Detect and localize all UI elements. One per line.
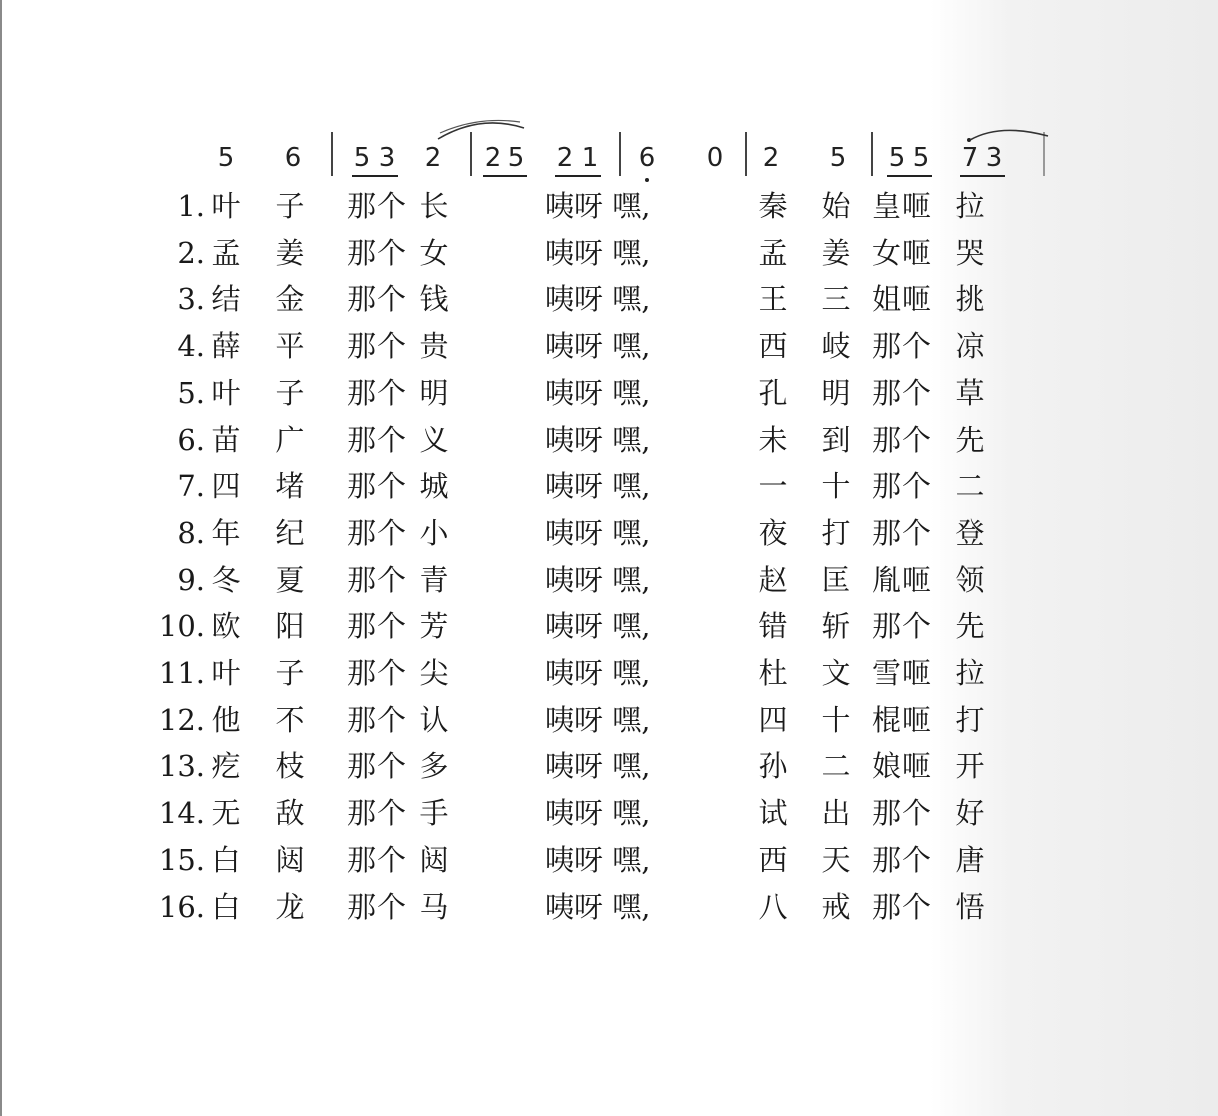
lyric-syllable: 孟 xyxy=(758,236,788,270)
lyric-syllable: 草 xyxy=(955,376,985,410)
lyric-syllable: 那个 xyxy=(346,189,407,223)
verse-number: 4. xyxy=(177,329,205,363)
lyric-syllable: 白 xyxy=(211,843,241,877)
lyric-syllable: 孟 xyxy=(211,236,241,270)
lyric-syllable: 四 xyxy=(758,703,788,737)
lyric-syllable: 十 xyxy=(821,469,851,503)
lyric-syllable: 打 xyxy=(955,703,985,737)
slur xyxy=(438,123,524,139)
lyric-syllable: 那个 xyxy=(346,656,407,690)
lyric-syllable: 不 xyxy=(275,703,305,737)
lyric-syllable: 薛 xyxy=(211,329,241,363)
lyric-syllable: 那个 xyxy=(346,376,407,410)
lyric-syllable: 敌 xyxy=(275,796,305,830)
lyric-syllable: 先 xyxy=(955,609,985,643)
lyric-syllable: 孔 xyxy=(758,376,788,410)
verse-number: 5. xyxy=(177,376,205,410)
lyric-syllable: 咦呀 嘿, xyxy=(545,796,651,830)
lyric-syllable: 贵 xyxy=(419,329,449,363)
lyric-syllable: 那个 xyxy=(346,703,407,737)
lyric-syllable: 咦呀 嘿, xyxy=(545,749,651,783)
lyric-syllable: 堵 xyxy=(275,469,305,503)
lyric-syllable: 八 xyxy=(758,890,788,924)
lyric-syllable: 那个 xyxy=(871,796,932,830)
lyric-syllable: 开 xyxy=(955,749,985,783)
verse-number: 2. xyxy=(177,236,205,270)
verse-number: 7. xyxy=(177,469,205,503)
lyric-syllable: 年 xyxy=(211,516,241,550)
lyric-syllable: 咦呀 嘿, xyxy=(545,890,651,924)
lyric-syllable: 那个 xyxy=(346,890,407,924)
lyric-syllable: 尖 xyxy=(419,656,449,690)
lyric-syllable: 叶 xyxy=(211,656,241,690)
lyric-syllable: 闼 xyxy=(275,843,305,877)
verse-number: 14. xyxy=(158,796,205,830)
lyric-syllable: 棍咂 xyxy=(871,703,932,737)
lyric-syllable: 结 xyxy=(211,282,241,316)
lyric-syllable: 咦呀 嘿, xyxy=(545,329,651,363)
lyric-syllable: 青 xyxy=(419,563,449,597)
lyric-syllable: 挑 xyxy=(955,282,985,316)
verse-number: 15. xyxy=(158,843,205,877)
lyric-syllable: 那个 xyxy=(871,329,932,363)
lyric-syllable: 四 xyxy=(211,469,241,503)
note: 7 xyxy=(961,143,979,173)
lyric-syllable: 出 xyxy=(821,796,851,830)
slur-marks xyxy=(0,0,1218,200)
lyric-syllable: 小 xyxy=(419,516,449,550)
lyric-syllable: 天 xyxy=(821,843,851,877)
lyric-syllable: 拉 xyxy=(955,189,985,223)
lyric-syllable: 那个 xyxy=(346,469,407,503)
lyric-syllable: 二 xyxy=(955,469,985,503)
lyric-syllable: 疙 xyxy=(211,749,241,783)
lyric-syllable: 钱 xyxy=(419,282,449,316)
note: 0 xyxy=(706,143,724,173)
lyric-syllable: 孙 xyxy=(758,749,788,783)
lyric-syllable: 唐 xyxy=(955,843,985,877)
lyric-syllable: 明 xyxy=(419,376,449,410)
lyric-syllable: 叶 xyxy=(211,376,241,410)
lyric-syllable: 打 xyxy=(821,516,851,550)
lyric-syllable: 那个 xyxy=(871,423,932,457)
lyric-syllable: 那个 xyxy=(871,376,932,410)
lyric-syllable: 岐 xyxy=(821,329,851,363)
lyric-syllable: 西 xyxy=(758,329,788,363)
lyric-syllable: 那个 xyxy=(346,563,407,597)
lyric-syllable: 咦呀 嘿, xyxy=(545,563,651,597)
lyric-syllable: 那个 xyxy=(346,796,407,830)
lyric-syllable: 错 xyxy=(758,609,788,643)
lyric-syllable: 龙 xyxy=(275,890,305,924)
lyric-syllable: 那个 xyxy=(871,469,932,503)
slur xyxy=(970,130,1048,140)
lyric-syllable: 文 xyxy=(821,656,851,690)
verse-number: 11. xyxy=(158,656,205,690)
verse-number: 9. xyxy=(177,563,205,597)
lyric-syllable: 咦呀 嘿, xyxy=(545,236,651,270)
lyric-syllable: 那个 xyxy=(346,282,407,316)
lyric-syllable: 子 xyxy=(275,189,305,223)
lyric-syllable: 雪咂 xyxy=(871,656,932,690)
lyric-syllable: 一 xyxy=(758,469,788,503)
lyric-syllable: 未 xyxy=(758,423,788,457)
lyric-syllable: 那个 xyxy=(346,236,407,270)
note: 2 xyxy=(762,143,780,173)
lyric-syllable: 始 xyxy=(821,189,851,223)
lyric-syllable: 悟 xyxy=(955,890,985,924)
lyric-syllable: 试 xyxy=(758,796,788,830)
lyric-syllable: 白 xyxy=(211,890,241,924)
note: 2 xyxy=(556,143,574,173)
lyric-syllable: 到 xyxy=(821,423,851,457)
lyric-syllable: 长 xyxy=(419,189,449,223)
lyric-syllable: 西 xyxy=(758,843,788,877)
lyric-syllable: 娘咂 xyxy=(871,749,932,783)
lyric-syllable: 先 xyxy=(955,423,985,457)
lyric-syllable: 戒 xyxy=(821,890,851,924)
note: 6 xyxy=(638,143,656,173)
note: 5 xyxy=(888,143,906,173)
verse-number: 13. xyxy=(158,749,205,783)
lyric-syllable: 拉 xyxy=(955,656,985,690)
lyric-syllable: 匡 xyxy=(821,563,851,597)
note: 1 xyxy=(581,143,599,173)
lyric-syllable: 叶 xyxy=(211,189,241,223)
lyric-syllable: 领 xyxy=(955,563,985,597)
lyric-syllable: 那个 xyxy=(346,516,407,550)
note: 5 xyxy=(353,143,371,173)
verse-number: 8. xyxy=(177,516,205,550)
lyric-syllable: 咦呀 嘿, xyxy=(545,656,651,690)
lyric-syllable: 秦 xyxy=(758,189,788,223)
lyric-syllable: 纪 xyxy=(275,516,305,550)
lyric-syllable: 广 xyxy=(275,423,305,457)
lyric-syllable: 赵 xyxy=(758,563,788,597)
lyric-syllable: 那个 xyxy=(346,423,407,457)
lyric-syllable: 咦呀 嘿, xyxy=(545,516,651,550)
lyric-syllable: 咦呀 嘿, xyxy=(545,282,651,316)
lyric-syllable: 王 xyxy=(758,282,788,316)
lyric-syllable: 咦呀 嘿, xyxy=(545,469,651,503)
lyric-syllable: 斩 xyxy=(821,609,851,643)
lyric-syllable: 那个 xyxy=(346,329,407,363)
lyric-syllable: 二 xyxy=(821,749,851,783)
lyric-syllable: 十 xyxy=(821,703,851,737)
lyric-syllable: 咦呀 嘿, xyxy=(545,376,651,410)
lyric-syllable: 枝 xyxy=(275,749,305,783)
lyric-syllable: 那个 xyxy=(871,609,932,643)
lyric-syllable: 子 xyxy=(275,376,305,410)
lyric-syllable: 咦呀 嘿, xyxy=(545,843,651,877)
lyric-syllable: 阳 xyxy=(275,609,305,643)
lyric-syllable: 无 xyxy=(211,796,241,830)
lyric-syllable: 咦呀 嘿, xyxy=(545,703,651,737)
lyric-syllable: 胤咂 xyxy=(871,563,932,597)
note: 5 xyxy=(507,143,525,173)
verse-number: 16. xyxy=(158,890,205,924)
lyric-syllable: 冬 xyxy=(211,563,241,597)
lyric-syllable: 凉 xyxy=(955,329,985,363)
lyric-syllable: 平 xyxy=(275,329,305,363)
lyric-syllable: 登 xyxy=(955,516,985,550)
verse-number: 1. xyxy=(177,189,205,223)
lyric-syllable: 那个 xyxy=(346,843,407,877)
lyric-syllable: 他 xyxy=(211,703,241,737)
lyric-syllable: 好 xyxy=(955,796,985,830)
lyric-syllable: 姜 xyxy=(821,236,851,270)
note: 5 xyxy=(829,143,847,173)
lyric-syllable: 姐咂 xyxy=(871,282,932,316)
lyric-syllable: 义 xyxy=(419,423,449,457)
lyric-syllable: 那个 xyxy=(871,516,932,550)
note: 2 xyxy=(424,143,442,173)
lyric-syllable: 金 xyxy=(275,282,305,316)
lyric-syllable: 咦呀 嘿, xyxy=(545,189,651,223)
lyric-syllable: 姜 xyxy=(275,236,305,270)
lyric-syllable: 闼 xyxy=(419,843,449,877)
verse-number: 10. xyxy=(158,609,205,643)
lyric-syllable: 女咂 xyxy=(871,236,932,270)
verse-number: 3. xyxy=(177,282,205,316)
lyric-syllable: 苗 xyxy=(211,423,241,457)
lyric-syllable: 欧 xyxy=(211,609,241,643)
lyric-syllable: 那个 xyxy=(871,890,932,924)
lyric-syllable: 哭 xyxy=(955,236,985,270)
note: 3 xyxy=(378,143,396,173)
note: 6 xyxy=(284,143,302,173)
lyric-syllable: 三 xyxy=(821,282,851,316)
lyric-syllable: 夜 xyxy=(758,516,788,550)
notation-line xyxy=(0,0,1218,200)
note: 5 xyxy=(912,143,930,173)
lyric-syllable: 咦呀 嘿, xyxy=(545,423,651,457)
lyric-syllable: 那个 xyxy=(346,609,407,643)
lyric-syllable: 芳 xyxy=(419,609,449,643)
lyric-syllable: 那个 xyxy=(346,749,407,783)
lyric-syllable: 那个 xyxy=(871,843,932,877)
lyric-syllable: 子 xyxy=(275,656,305,690)
lyric-syllable: 手 xyxy=(419,796,449,830)
note: 2 xyxy=(484,143,502,173)
lyric-syllable: 皇咂 xyxy=(871,189,932,223)
note: 5 xyxy=(217,143,235,173)
lyric-syllable: 夏 xyxy=(275,563,305,597)
lyric-syllable: 咦呀 嘿, xyxy=(545,609,651,643)
lyric-syllable: 杜 xyxy=(758,656,788,690)
lyric-syllable: 明 xyxy=(821,376,851,410)
lyric-syllable: 多 xyxy=(419,749,449,783)
verse-number: 12. xyxy=(158,703,205,737)
lyric-syllable: 马 xyxy=(419,890,449,924)
lyric-syllable: 认 xyxy=(419,703,449,737)
lyric-syllable: 城 xyxy=(419,469,449,503)
verse-number: 6. xyxy=(177,423,205,457)
lyric-syllable: 女 xyxy=(419,236,449,270)
note: 3 xyxy=(985,143,1003,173)
